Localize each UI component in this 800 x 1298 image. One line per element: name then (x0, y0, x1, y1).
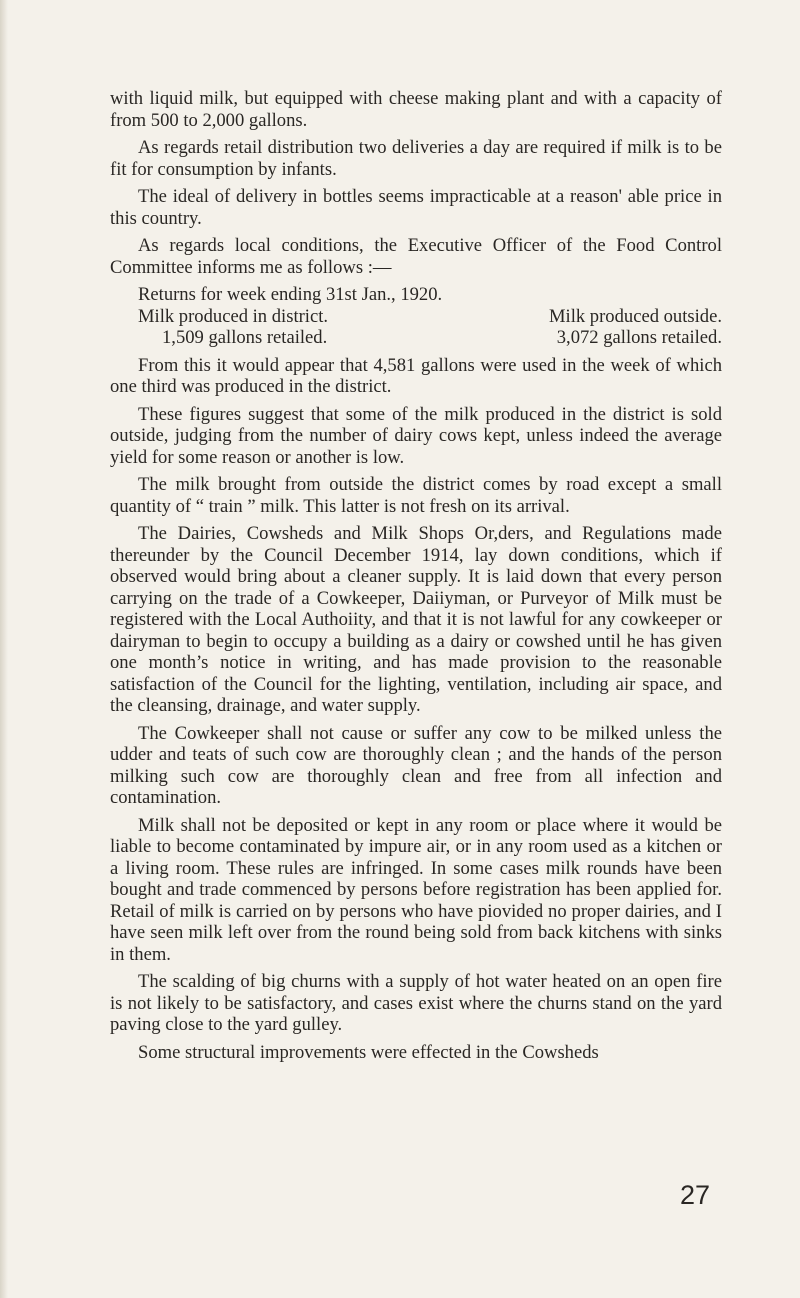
paragraph: As regards local conditions, the Executive Officer of the Food Control Committee informs me as follows :— (110, 235, 722, 278)
paragraph: From this it would appear that 4,581 gallons were used in the week of which one third was produced in the district. (110, 354, 722, 397)
paragraph: As regards retail distribution two deliveries a day are required if milk is to be fit for consumption by infants. (110, 137, 722, 180)
returns-left-value: 1,509 gallons retailed. (162, 327, 328, 348)
page-edge (0, 0, 8, 1298)
document-body (110, 88, 722, 1069)
returns-right-value: 3,072 gallons retailed. (556, 327, 722, 348)
page-number: 27 (680, 1180, 711, 1210)
paragraph: The scalding of big churns with a supply of hot water heated on an open fire is not likely to be satisfactory, and cases exist where the churns stand on the yard paving close to the yard gulley. (110, 971, 722, 1035)
paragraph: Milk shall not be deposited or kept in any room or place where it would be liable to become contaminated by impure air, or in any room used as a kitchen or a living room. These rules are infringed. In some cases milk rounds have been bought and trade commenced by persons before registration has been applied for. Retail of milk is carried on by persons who have piovided no proper dairies, and I have seen milk left over from the round being sold from back kitchens with sinks in them. (110, 814, 722, 965)
returns-right-label: Milk produced outside. (549, 305, 722, 327)
paragraph: Some structural improvements were effected in the Cowsheds (138, 1041, 599, 1063)
paragraph: The ideal of delivery in bottles seems impracticable at a reason' able price in this country. (110, 186, 722, 229)
paragraph: These figures suggest that some of the milk produced in the district is sold outside, judging from the number of dairy cows kept, unless indeed the average yield for some reason or another is low. (110, 403, 722, 468)
returns-left-label: Milk produced in district. (138, 305, 329, 327)
returns-values-row (110, 327, 722, 349)
returns-heading: Returns for week ending 31st Jan., 1920. (138, 284, 443, 305)
paragraph: with liquid milk, but equipped with cheese making plant and with a capacity of from 500 to 2,000 gallons. (110, 88, 722, 131)
returns-labels-row (110, 306, 722, 328)
paragraph: The milk brought from outside the district comes by road except a small quantity of “ train ” milk. This latter is not fresh on its arrival. (110, 474, 722, 517)
paragraph: The Dairies, Cowsheds and Milk Shops Or,ders, and Regulations made thereunder by the Council December 1914, lay down conditions, which if observed would bring about a cleaner supply. It is laid down that every person carrying on the trade of a Cowkeeper, Daiiyman, or Purveyor of Milk must be registered with the Local Authoiity, and that it is not lawful for any cowkeeper or dairyman to begin to occupy a building as a dairy or cowshed until he has given one month’s notice in writing, and has made provision to the reasonable satisfaction of the Council for the lighting, ventilation, including air space, and the cleansing, drainage, and water supply. (110, 523, 722, 716)
paragraph: The Cowkeeper shall not cause or suffer any cow to be milked unless the udder and teats of such cow are thoroughly clean ; and the hands of the person milking such cow are thoroughly clean and free from all infection and contamination. (110, 722, 722, 808)
